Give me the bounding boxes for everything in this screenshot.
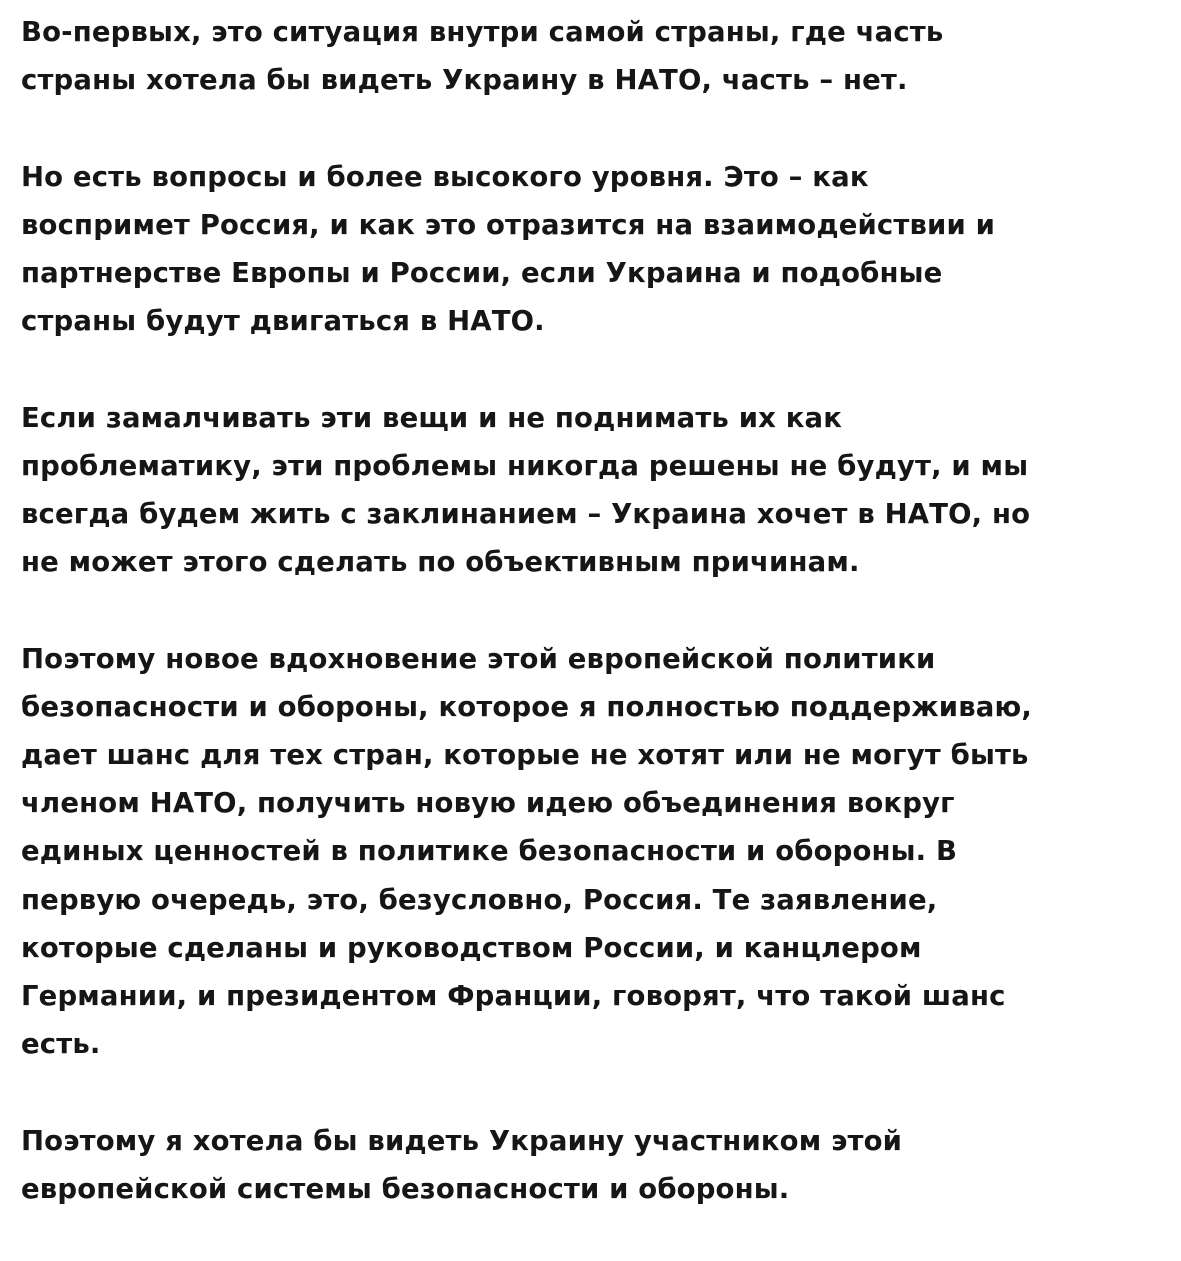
paragraph-5 [21, 1117, 1161, 1213]
text-line: проблематику, эти проблемы никогда решены не будут, и мы [21, 449, 1029, 482]
text-line: которые сделаны и руководством России, и канцлером [21, 931, 922, 964]
text-line: Германии, и президентом Франции, говорят, что такой шанс [21, 980, 1006, 1013]
paragraph-2 [21, 153, 1161, 346]
text-line: Поэтому я хотела бы видеть Украину участником этой [21, 1124, 903, 1157]
text-line: воспримет Россия, и как это отразится на взаимодействии и [21, 208, 996, 241]
text-line: единых ценностей в политике безопасности и обороны. В [21, 835, 958, 868]
text-line: есть. [21, 1028, 101, 1061]
text-line: партнерстве Европы и России, если Украина и подобные [21, 257, 943, 289]
text-line: Но есть вопросы и более высокого уровня. Это – как [21, 160, 869, 193]
text-line: безопасности и обороны, которое я полностью поддерживаю, [21, 690, 1032, 723]
text-line: Во-первых, это ситуация внутри самой страны, где часть [21, 16, 944, 48]
text-line: первую очередь, это, безусловно, Россия. Те заявление, [21, 883, 938, 916]
paragraph-3 [21, 394, 1161, 587]
text-line: Если замалчивать эти вещи и не поднимать их как [21, 401, 843, 434]
text-line: Поэтому новое вдохновение этой европейской политики [21, 642, 936, 675]
document-body [21, 8, 1161, 1261]
text-line: не может этого сделать по объективным причинам. [21, 546, 860, 579]
text-line: европейской системы безопасности и обороны. [21, 1172, 790, 1205]
text-line: страны будут двигаться в НАТО. [21, 305, 545, 338]
text-line: всегда будем жить с заклинанием – Украина хочет в НАТО, но [21, 498, 1031, 530]
paragraph-4 [21, 635, 1161, 1069]
text-line: дает шанс для тех стран, которые не хотят или не могут быть [21, 739, 1029, 771]
text-line: страны хотела бы видеть Украину в НАТО, часть – нет. [21, 64, 908, 97]
paragraph-1 [21, 8, 1161, 104]
text-line: членом НАТО, получить новую идею объединения вокруг [21, 787, 955, 820]
